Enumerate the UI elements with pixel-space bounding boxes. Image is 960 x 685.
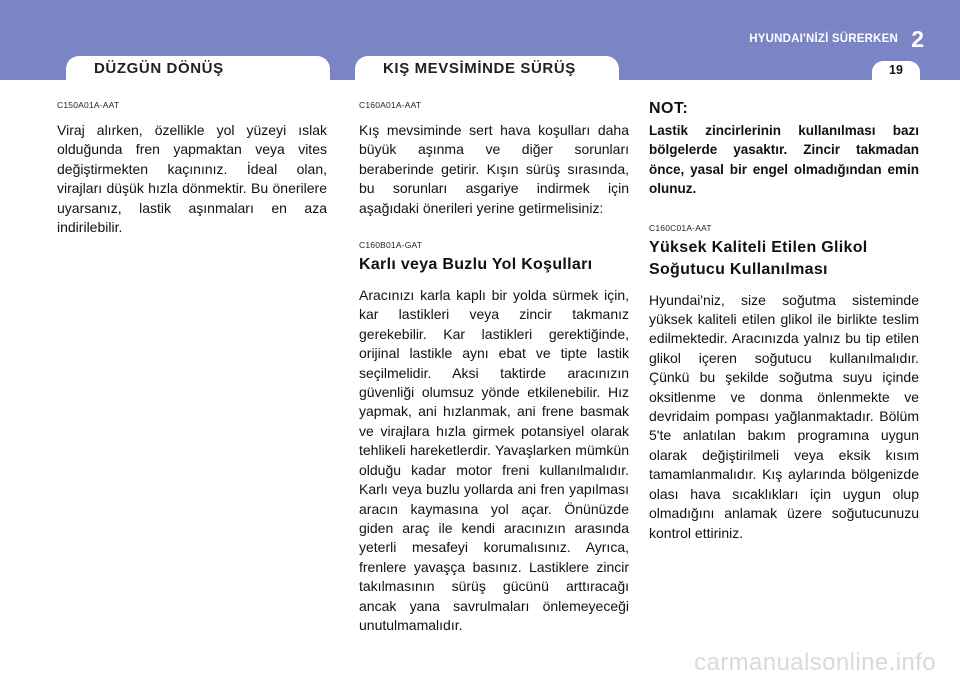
heading-coolant: Yüksek Kaliteli Etilen Glikol Soğutucu Kullanılması xyxy=(649,238,868,278)
column-right xyxy=(649,100,919,543)
section-tab-winter-driving xyxy=(355,56,619,80)
section-code: C160A01A-AAT xyxy=(359,100,422,110)
section-code: C160B01A-GAT xyxy=(359,240,423,251)
section-title-smooth-turn: DÜZGÜN DÖNÜŞ xyxy=(94,60,224,77)
note-title: NOT: xyxy=(649,100,689,117)
paragraph-snowy-icy-roads: Aracınızı karla kaplı bir yolda sürmek için, kar lastikleri veya zincir takmanız gerekebilir. Kar lastikleri gerektiğinde, orijinal lastikle aynı ebat ve tipte lastik seçilmelidir. Aksi taktirde aracınızın güvenliği olumsuz yönde etkilenebilir. Hız yapmak, ani hızlanmak, ani frene basmak ve virajlara hızla girmek potansiyel olarak tehlikeli hareketlerdir. Yavaşlarken mümkün olduğu kadar motor freni kullanılmalıdır. Karlı veya buzlu yollarda ani fren yapılması aracın kaymasına yol açar. Önünüzde giden araç ile kendi aracınızın arasında yeterli mesafeyi korumalısınız. Ayrıca, frenlere yavaşça basınız. Lastiklere zincir takılmasının sürüş gücünü arttıracağı ancak yana savrulmaları önlemeyeceği unutulmamalıdır. xyxy=(359,287,629,633)
column-middle xyxy=(359,100,629,635)
section-code: C160C01A-AAT xyxy=(649,222,712,233)
paragraph-cornering: Viraj alırken, özellikle yol yüzeyi ıslak olduğunda fren yapmaktan veya vites değiştirmekten kaçınınız. İdeal olan, virajları düşük hızla dönmektir. Bu önerilere uyarsanız, lastik aşınmaları en aza indirilebilir. xyxy=(57,122,327,236)
section-title-winter-driving: KIŞ MEVSİMİNDE SÜRÜŞ xyxy=(383,60,576,77)
watermark: carmanualsonline.info xyxy=(694,649,936,676)
section-tab-smooth-turn xyxy=(66,56,330,80)
paragraph-winter-intro: Kış mevsiminde sert hava koşulları daha büyük aşınma ve diğer sorunları beraberinde getirir. Kışın sürüş sırasında, bu sorunları asgariye indirmek için aşağıdaki önerileri yerine getirmelisiniz: xyxy=(359,122,629,216)
heading-snowy-icy-roads: Karlı veya Buzlu Yol Koşulları xyxy=(359,256,593,274)
section-code: C150A01A-AAT xyxy=(57,100,120,110)
page-number: 19 xyxy=(889,63,903,77)
note-text: Lastik zincirlerinin kullanılması bazı bölgelerde yasaktır. Zincir takmadan önce, yasal bir engel olmadığından emin olunuz. xyxy=(649,123,919,197)
chapter-title: HYUNDAI'NİZİ SÜRERKEN xyxy=(749,33,898,45)
column-left xyxy=(57,100,327,237)
paragraph-coolant: Hyundai'niz, size soğutma sisteminde yüksek kaliteli etilen glikol ile birlikte teslim edilmektedir. Aracınızda yalnız bu tip etilen glikol içeren soğutucu kullanılmalıdır. Çünkü bu şekilde soğutma suyu içinde oksitlenme ve donma önlenmekte ve devridaim pompası yağlanmaktadır. Bölüm 5'te anlatılan bakım programına uygun olarak değiştirilmeli veya eksik kısım tamamlanmalıdır. Kış aylarında bölgenizde olası hava sıcaklıkları için uygun olup olmadığını anlamak üzere soğutucunuzu kontrol ettiriniz. xyxy=(649,291,919,541)
chapter-number: 2 xyxy=(911,26,924,52)
